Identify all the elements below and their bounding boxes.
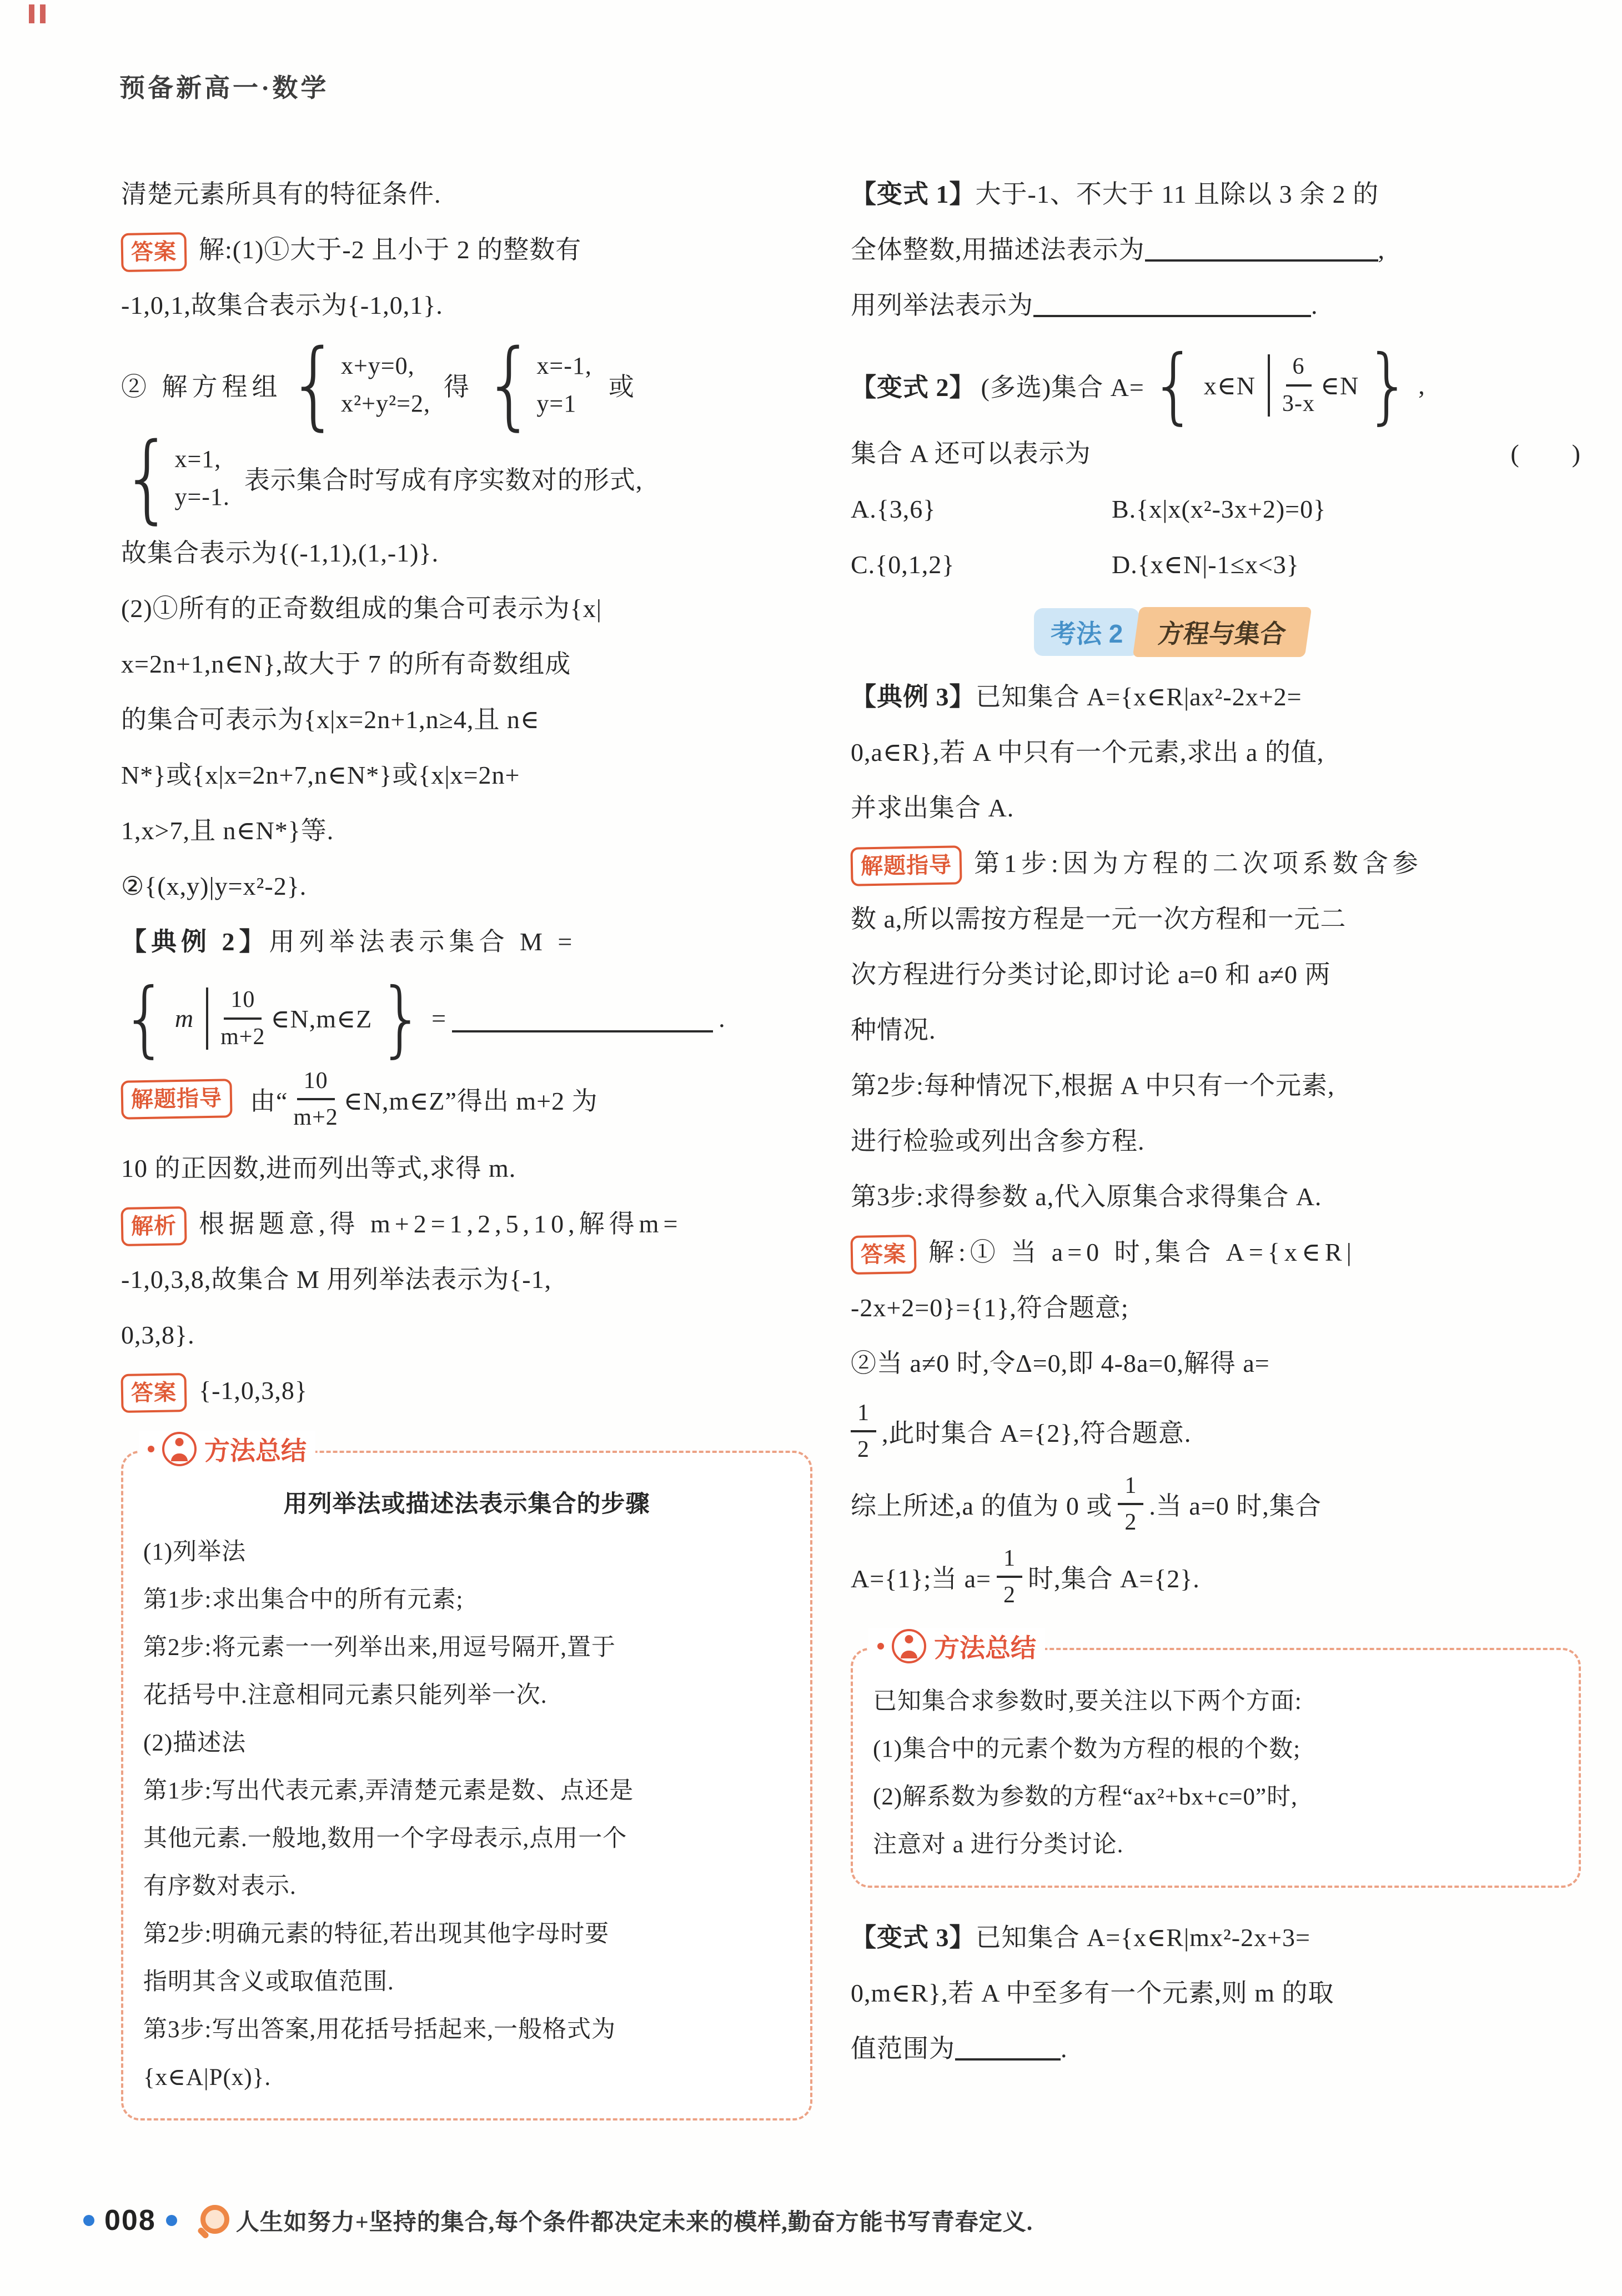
- part2-line: x=2n+1,n∈N},故大于 7 的所有奇数组成: [121, 650, 571, 678]
- guide-line: [121, 1067, 812, 1132]
- magnifier-icon: [195, 2205, 226, 2236]
- method-line: 其他元素.一般地,数用一个字母表示,点用一个: [143, 1825, 627, 1852]
- summary1-post: .当 a=0 时,集合: [1149, 1492, 1322, 1521]
- equation: x²+y²=2,: [340, 390, 430, 417]
- guide3-line1: [851, 836, 1581, 891]
- equation: y=1: [536, 390, 577, 417]
- fraction: $\frac{10}{m+2}$: [220, 987, 265, 1050]
- answer-label: 答案: [120, 232, 187, 272]
- left-brace-glyph: {: [287, 329, 341, 441]
- variant2-question: 集合 A 还可以表示为: [851, 439, 1091, 468]
- equation: x=-1,: [536, 352, 592, 379]
- set-variable: x∈N: [1203, 371, 1256, 400]
- fill-in-blank: [1145, 234, 1378, 262]
- period: .: [719, 1004, 726, 1032]
- method-summary-label: 方法总结: [204, 1436, 307, 1465]
- fill-in-blank: [452, 1005, 713, 1032]
- variant1-line2: [851, 222, 1581, 278]
- guide3-line: 第2步:每种情况下,根据 A 中只有一个元素,: [851, 1071, 1335, 1100]
- analysis-line1: [121, 1196, 812, 1252]
- variant1-text2: 全体整数,用描述法表示为: [851, 235, 1145, 264]
- method-line: 第3步:写出答案,用花括号括起来,一般格式为: [143, 2016, 616, 2043]
- answer1-line2: -1,0,1,故集合表示为{-1,0,1}.: [121, 291, 443, 319]
- right-brace-glyph: }: [378, 970, 426, 1066]
- page-header-title: 预备新高一·数学: [119, 74, 329, 102]
- summary2-post: 时,集合 A={2}.: [1027, 1564, 1200, 1593]
- corner-marks: [29, 4, 46, 23]
- example2-text: 用列举法表示集合 M =: [269, 928, 577, 956]
- method-line: 注意对 a 进行分类讨论.: [873, 1832, 1124, 1858]
- fraction: $\frac{6}{3-x}$: [1282, 354, 1315, 417]
- answer3-fraction-line: [851, 1399, 1581, 1464]
- answer3-line3: ②当 a≠0 时,令Δ=0,即 4-8a=0,解得 a=: [851, 1349, 1270, 1377]
- method2-name-badge: 方程与集合: [1133, 607, 1312, 657]
- method-line: (1)集合中的元素个数为方程的根的个数;: [873, 1736, 1301, 1763]
- answer-label: 答案: [850, 1235, 916, 1275]
- method-line: (2)描述法: [143, 1729, 247, 1756]
- dot-icon: [166, 2215, 177, 2226]
- dot-icon: [83, 2215, 94, 2226]
- right-column: [851, 167, 1581, 2077]
- left-column: [121, 167, 812, 2120]
- right-brace-glyph: }: [1364, 337, 1413, 433]
- answer3-line2: -2x+2=0}={1},符合题意;: [851, 1294, 1129, 1322]
- fill-in-blank: [1033, 289, 1311, 317]
- part2-line: ②{(x,y)|y=x²-2}.: [121, 872, 307, 900]
- set-variable: m: [174, 1004, 194, 1032]
- comma: ,: [1418, 371, 1425, 399]
- guide3-text1: 第1步:因为方程的二次项系数含参: [974, 849, 1423, 878]
- comma: ,: [1378, 235, 1385, 264]
- guide3-line: 第3步:求得参数 a,代入原集合求得集合 A.: [851, 1182, 1322, 1211]
- variant2-set-expression: [851, 337, 1581, 433]
- option-c: C.{0,1,2}: [851, 550, 955, 579]
- fraction: $\frac{1}{2}$: [851, 1399, 876, 1464]
- period: .: [1061, 2034, 1068, 2063]
- equation-system-line: [121, 329, 812, 441]
- variant1-text3: 用列举法表示为: [851, 291, 1033, 319]
- answer2-text: {-1,0,3,8}: [199, 1376, 308, 1405]
- left-brace-glyph: {: [1149, 337, 1198, 433]
- example3-line2: 0,a∈R},若 A 中只有一个元素,求出 a 的值,: [851, 738, 1324, 766]
- option-b: B.{x|x(x²-3x+2)=0}: [1112, 495, 1327, 523]
- method-line: 指明其含义或取值范围.: [143, 1968, 394, 1995]
- equation-case-2: [483, 329, 592, 441]
- variant3-text1: 已知集合 A={x∈R|mx²-2x+3=: [975, 1923, 1310, 1952]
- method-line: 第2步:将元素一一列举出来,用逗号隔开,置于: [143, 1634, 616, 1661]
- guide-label: 解题指导: [850, 846, 962, 886]
- answer-label: 答案: [120, 1373, 187, 1413]
- summary2-pre: A={1};当 a=: [851, 1564, 991, 1593]
- method-summary-header: [868, 1628, 1045, 1665]
- method2-number-badge: 考法 2: [1034, 608, 1139, 656]
- answer3-text1: 解:① 当 a=0 时,集合 A={x∈R|: [928, 1238, 1356, 1266]
- variant3-line1: [851, 1910, 1581, 1966]
- fill-in-blank: [955, 2033, 1061, 2061]
- method-title: 用列举法或描述法表示集合的步骤: [283, 1491, 650, 1517]
- page-number: 008: [104, 2204, 156, 2237]
- set-condition: ∈N: [1320, 371, 1359, 400]
- variant1-line1: [851, 167, 1581, 222]
- equation: x+y=0,: [340, 352, 415, 379]
- method-line: 第1步:求出集合中的所有元素;: [143, 1586, 464, 1613]
- example3-line1: [851, 669, 1581, 725]
- variant2-tag: 【变式 2】: [851, 373, 976, 402]
- variant3-tag: 【变式 3】: [851, 1923, 976, 1952]
- fraction: $\frac{10}{m+2}$: [293, 1068, 338, 1131]
- left-brace-glyph: {: [121, 422, 175, 534]
- dot-icon: [148, 1446, 154, 1452]
- method-line: 第1步:写出代表元素,弄清楚元素是数、点还是: [143, 1777, 634, 1804]
- guide-pre: 由“: [250, 1087, 288, 1116]
- example3-tag: 【典例 3】: [851, 683, 976, 711]
- example3-text1: 已知集合 A={x∈R|ax²-2x+2=: [975, 683, 1302, 711]
- example2-heading: [121, 914, 812, 970]
- variant2-question-line: [851, 426, 1581, 482]
- analysis-label: 解析: [120, 1206, 187, 1246]
- summary-line1: [851, 1472, 1581, 1537]
- analysis-line3: 0,3,8}.: [121, 1320, 195, 1349]
- equation: x=1,: [174, 445, 222, 473]
- fraction: $\frac{1}{2}$: [997, 1545, 1022, 1610]
- answer3-frac-text: ,此时集合 A={2},符合题意.: [882, 1419, 1192, 1448]
- variant3-text3: 值范围为: [851, 2034, 955, 2063]
- fraction: $\frac{1}{2}$: [1118, 1472, 1143, 1537]
- option-a: A.{3,6}: [851, 495, 936, 523]
- guide3-line: 进行检验或列出含参方程.: [851, 1127, 1145, 1155]
- variant3-line3: [851, 2021, 1581, 2077]
- equation-system-line-2: [121, 422, 812, 534]
- equation: y=-1.: [174, 483, 230, 510]
- answer2-line: [121, 1363, 812, 1418]
- person-icon: [892, 1629, 926, 1663]
- method-line: 第2步:明确元素的特征,若出现其他字母时要: [143, 1921, 610, 1947]
- set-divider-bar: [206, 987, 208, 1050]
- analysis-line2: -1,0,3,8,故集合 M 用列举法表示为{-1,: [121, 1265, 552, 1294]
- system-mid: 得: [443, 373, 470, 401]
- guide-post: ∈N,m∈Z”得出 m+2 为: [343, 1087, 598, 1116]
- method-line: (1)列举法: [143, 1538, 247, 1565]
- guide3-line: 种情况.: [851, 1016, 936, 1044]
- method-summary-box-left: [121, 1436, 812, 2120]
- method-line: 已知集合求参数时,要关注以下两个方面:: [873, 1688, 1302, 1715]
- left-brace-glyph: {: [483, 329, 537, 441]
- answer-parentheses: ( ): [1510, 439, 1581, 468]
- method2-badges: [1034, 607, 1581, 657]
- method-line: 有序数对表示.: [143, 1873, 297, 1899]
- example2-tag: 【典例 2】: [121, 928, 269, 956]
- answer1-line1: [121, 222, 812, 278]
- method-line: (2)解系数为参数的方程“ax²+bx+c=0”时,: [873, 1784, 1298, 1811]
- variant2-pre: (多选)集合 A=: [981, 373, 1144, 402]
- period: .: [1311, 291, 1318, 319]
- set-condition: ∈N,m∈Z: [270, 1004, 373, 1033]
- guide3-line: 数 a,所以需按方程是一元一次方程和一元二: [851, 905, 1347, 933]
- guide-line2: 10 的正因数,进而列出等式,求得 m.: [121, 1154, 516, 1182]
- variant1-tag: 【变式 1】: [851, 180, 976, 208]
- options-row-2: [851, 537, 1581, 593]
- answer3-line1: [851, 1225, 1581, 1280]
- part2-line: N*}或{x|x=2n+7,n∈N*}或{x|x=2n+: [121, 761, 520, 789]
- answer1-text1: 解:(1)①大于-2 且小于 2 的整数有: [199, 235, 582, 264]
- intro-text: 清楚元素所具有的特征条件.: [121, 180, 441, 208]
- example2-set-expression: [121, 970, 812, 1066]
- guide-label: 解题指导: [120, 1079, 232, 1120]
- summary-line2: [851, 1545, 1581, 1610]
- variant1-text1: 大于-1、不大于 11 且除以 3 余 2 的: [975, 180, 1379, 208]
- equation-case-1: [287, 329, 430, 441]
- example3-line3: 并求出集合 A.: [851, 794, 1015, 822]
- set-divider-bar: [1268, 354, 1270, 417]
- variant3-line2: 0,m∈R},若 A 中至多有一个元素,则 m 的取: [851, 1979, 1334, 2008]
- method-summary-box-right: [851, 1633, 1581, 1888]
- person-icon: [162, 1432, 197, 1466]
- system-prefix: ② 解方程组: [121, 373, 282, 401]
- guide3-line: 次方程进行分类讨论,即讨论 a=0 和 a≠0 两: [851, 960, 1331, 989]
- footer-motto: 人生如努力+坚持的集合,每个条件都决定未来的模样,勤奋方能书写青春定义.: [235, 2210, 1033, 2235]
- variant1-line3: [851, 278, 1581, 333]
- option-d: D.{x∈N|-1≤x<3}: [1112, 550, 1299, 579]
- method-line: 花括号中.注意相同元素只能列举一次.: [143, 1682, 548, 1708]
- system2-text: 表示集合时写成有序实数对的形式,: [244, 466, 643, 494]
- summary1-pre: 综上所述,a 的值为 0 或: [851, 1492, 1113, 1521]
- dot-icon: [877, 1643, 884, 1650]
- method-summary-label: 方法总结: [934, 1633, 1036, 1663]
- equals-sign: =: [431, 1004, 447, 1032]
- analysis-text: 根据题意,得 m+2=1,2,5,10,解得m=: [199, 1209, 682, 1238]
- method-summary-header: [139, 1431, 315, 1467]
- answer1-line3: 故集合表示为{(-1,1),(1,-1)}.: [121, 539, 439, 567]
- equation-case-3: [121, 422, 230, 534]
- part2-line: 的集合可表示为{x|x=2n+1,n≥4,且 n∈: [121, 705, 540, 734]
- part2-line: (2)①所有的正奇数组成的集合可表示为{x|: [121, 594, 602, 623]
- left-brace-glyph: {: [121, 970, 169, 1066]
- part2-line: 1,x>7,且 n∈N*}等.: [121, 816, 334, 845]
- system-or: 或: [608, 373, 635, 401]
- method-line: {x∈A|P(x)}.: [143, 2064, 272, 2091]
- page-footer: [83, 2204, 1033, 2237]
- options-row-1: [851, 482, 1581, 537]
